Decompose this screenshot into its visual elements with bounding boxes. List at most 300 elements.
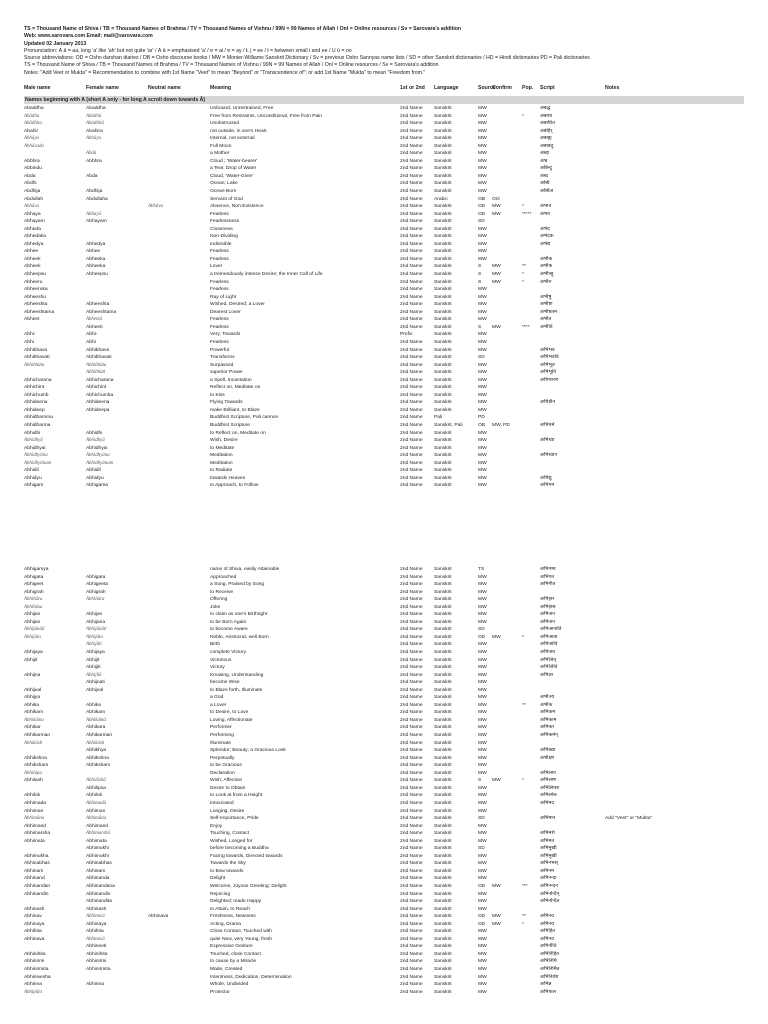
cell-language: Sanskrit (434, 944, 452, 950)
cell-source: MW (478, 128, 487, 134)
cell-language: Sanskrit (434, 211, 452, 217)
cell-male-name: Abhinihita (24, 951, 46, 957)
cell-male-name: Abhaya (24, 211, 41, 217)
cell-source: SD (478, 816, 485, 822)
cell-meaning: Fearless (210, 324, 229, 330)
cell-script: अभिलाप (540, 770, 556, 776)
cell-meaning: Approached (210, 574, 237, 580)
cell-female-name: Abhayā (86, 211, 101, 217)
cell-male-name: Abhijval (24, 687, 42, 693)
cell-language: Sanskrit (434, 831, 452, 837)
cell-male-name: Abheeruka (24, 287, 48, 293)
cell-meaning: Wish; Affection (210, 778, 243, 784)
table-row (24, 460, 744, 468)
cell-source: MW (478, 725, 487, 731)
cell-meaning: Birth (210, 642, 221, 648)
cell-meaning: to Look at from a Height (210, 793, 263, 799)
cell-script: अभिजन (540, 619, 555, 625)
cell-language: Sanskrit (434, 793, 452, 799)
cell-language: Sanskrit (434, 929, 452, 935)
cell-male-name: Abhidhyāna (24, 453, 48, 459)
cell-name-position: 2nd Name (400, 113, 423, 119)
cell-name-position: 2nd Name (400, 808, 423, 814)
cell-name-position: 2nd Name (400, 876, 423, 882)
cell-male-name: Abhika (24, 702, 39, 708)
cell-language: Sanskrit (434, 377, 452, 383)
cell-name-position: 2nd Name (400, 966, 423, 972)
table-row (24, 657, 744, 665)
cell-meaning: Offering (210, 597, 228, 603)
cell-female-name: Abhimand (86, 823, 109, 829)
cell-name-position: 2nd Name (400, 582, 423, 588)
cell-name-position: 2nd Name (400, 710, 423, 716)
table-row (24, 113, 744, 121)
cell-male-name: Abhigeet (24, 582, 44, 588)
cell-name-position: 2nd Name (400, 362, 423, 368)
cell-source: MW (478, 612, 487, 618)
cell-female-name: Abhimata (86, 838, 107, 844)
cell-meaning: Facing towards, Directed towards (210, 853, 283, 859)
cell-language: Sanskrit (434, 309, 452, 315)
cell-source: MW (478, 309, 487, 315)
cell-female-name: Abaddha (86, 106, 106, 111)
table-row (24, 785, 744, 793)
cell-meaning: Fearless (210, 249, 229, 255)
cell-male-name: Abhāvadu (24, 143, 44, 149)
cell-name-position: 2nd Name (400, 106, 423, 111)
cell-female-name: Abhijan (86, 612, 103, 618)
cell-female-name: Abhidhyā (86, 438, 105, 444)
cell-male-name: Abhinav (24, 914, 42, 920)
cell-female-name: Abhimukhi (86, 846, 109, 852)
cell-name-position: 2nd Name (400, 347, 423, 353)
cell-script: अभिकर्मन् (540, 733, 558, 739)
cell-name-position: 2nd Name (400, 800, 423, 806)
cell-meaning: Meditation (210, 453, 233, 459)
cell-source: MW (478, 974, 487, 980)
cell-meaning: Fearless (210, 317, 229, 323)
cell-name-position: 2nd Name (400, 264, 423, 270)
cell-source: MW (478, 347, 487, 353)
cell-name-position: 2nd Name (400, 438, 423, 444)
cell-name-position: 2nd Name (400, 740, 423, 746)
cell-male-name: Abhidhyānam (24, 460, 52, 466)
cell-meaning: Powerful (210, 347, 230, 353)
cell-name-position: 2nd Name (400, 868, 423, 874)
table-row (24, 777, 744, 785)
cell-male-name: Abhidhi (24, 430, 41, 436)
cell-male-name: Abhayam (24, 219, 45, 225)
cell-source: MW (478, 438, 487, 444)
cell-name-position: 2nd Name (400, 173, 423, 179)
cell-male-name: Abdullah (24, 196, 44, 202)
cell-male-name: Abhijāta (24, 634, 41, 640)
cell-male-name: Abhiman (24, 808, 44, 814)
cell-language: Sanskrit (434, 627, 452, 633)
cell-meaning: a Mother (210, 151, 230, 157)
cell-meaning: Fearlessness (210, 219, 240, 225)
cell-language: Sanskrit (434, 785, 452, 791)
cell-meaning: to be Gracious (210, 763, 242, 769)
cell-name-position: 2nd Name (400, 370, 423, 376)
cell-male-name: Abhinand (24, 876, 45, 882)
cell-name-position: 2nd Name (400, 287, 423, 293)
cell-source: MW (478, 317, 487, 323)
cell-popularity: ** (522, 264, 526, 270)
cell-script: अभिहित (540, 929, 556, 935)
cell-female-name: Abhedya (86, 241, 106, 247)
cell-script: अभेद (540, 226, 550, 232)
cell-language: Sanskrit, Pali (434, 422, 463, 428)
cell-female-name: Abhibhūti (86, 370, 106, 376)
cell-source: MW (478, 166, 487, 172)
cell-source: MW (478, 407, 487, 413)
cell-female-name: Abhijaya (86, 650, 105, 656)
cell-source: TS (478, 567, 485, 572)
cell-language: Sanskrit (434, 241, 452, 247)
table-row (24, 619, 744, 627)
table-row (24, 604, 744, 612)
cell-language: Sanskrit (434, 657, 452, 663)
cell-meaning: Ocean; Lake (210, 181, 238, 187)
cell-male-name: Abhinam (24, 868, 44, 874)
cell-script: अबाधित (540, 121, 555, 127)
cell-language: Sanskrit (434, 317, 452, 323)
cell-meaning: to claim as one's Birthright (210, 612, 268, 618)
cell-meaning: a Song, Praised by Song (210, 582, 265, 588)
cell-name-position: 2nd Name (400, 121, 423, 127)
cell-name-position: 2nd Name (400, 755, 423, 761)
cell-female-name: Abhinash (86, 906, 107, 912)
cell-name-position: 2nd Name (400, 324, 423, 330)
cell-meaning: Lover (210, 264, 223, 270)
cell-name-position: 2nd Name (400, 951, 423, 957)
table-row (24, 891, 744, 899)
cell-script: अभिनभस् (540, 861, 558, 867)
cell-script: अभिधर्म (540, 422, 555, 428)
cell-male-name: Ābādhita (24, 121, 42, 127)
cell-script: अभिज्ञा (540, 672, 553, 678)
cell-male-name: Abhinava (24, 936, 45, 942)
cell-female-name: Abhijval (86, 687, 104, 693)
cell-female-name: Abhikshna (86, 755, 109, 761)
cell-script: अभीष्टतम (540, 309, 558, 315)
cell-female-name: Abheeka (86, 256, 106, 262)
cell-script: अबद्ध (540, 106, 551, 111)
cell-source: S (478, 264, 482, 270)
cell-script: अभेद्य (540, 241, 551, 247)
cell-female-name: Abhidhyai (86, 445, 108, 451)
cell-source: MW (478, 982, 487, 988)
cell-language: Sanskrit (434, 823, 452, 829)
cell-language: Sanskrit (434, 725, 452, 731)
col-male-name: Male name (24, 85, 51, 91)
cell-male-name: Abhipāla (24, 989, 42, 995)
cell-meaning: complete Victory (210, 650, 247, 656)
cell-language: Sanskrit (434, 695, 452, 701)
cell-meaning: Protector (210, 989, 230, 995)
cell-source: MW (478, 710, 487, 716)
cell-male-name: Abhimāna (24, 816, 45, 822)
cell-source: MW (478, 733, 487, 739)
cell-name-position: 2nd Name (400, 204, 423, 210)
cell-source: MW (478, 951, 487, 957)
table-row (24, 324, 744, 332)
table-row (24, 377, 744, 385)
cell-name-position: 2nd Name (400, 302, 423, 308)
cell-male-name: Abhigam (24, 483, 44, 489)
cell-male-name: Abdhi (24, 181, 37, 187)
cell-meaning: a Tear, Drop of Water (210, 166, 257, 172)
cell-male-name: Abhijna (24, 672, 41, 678)
cell-meaning: Internal, not external (210, 136, 255, 142)
cell-language: Sanskrit (434, 748, 452, 754)
cell-confirm: Onl (492, 196, 500, 202)
cell-meaning: Rejoicing (210, 891, 231, 897)
cell-source: MW (478, 959, 487, 965)
cell-name-position: 2nd Name (400, 838, 423, 844)
cell-meaning: Buddhist Scripture, Pali cannon (210, 415, 279, 421)
cell-name-position: 2nd Name (400, 899, 423, 905)
table-row (24, 589, 744, 597)
table-row (24, 913, 744, 921)
cell-male-name: Abhidhyā (24, 438, 43, 444)
cell-male-name: Abhijya (24, 695, 41, 701)
cell-male-name: Abhikarman (24, 733, 51, 739)
cell-language: Sanskrit (434, 430, 452, 436)
cell-meaning: to Receive (210, 589, 234, 595)
cell-script: अभिगीत (540, 582, 556, 588)
table-row (24, 331, 744, 339)
cell-script: अभिगम (540, 483, 555, 489)
cell-male-name: Abaddha (24, 106, 44, 111)
cell-female-name: Abhinna (86, 982, 104, 988)
cell-language: Sanskrit (434, 868, 452, 874)
cell-source: MW (478, 226, 487, 232)
cell-source: MW (478, 460, 487, 466)
cell-script: अभिलोक (540, 793, 557, 799)
cell-name-position: 2nd Name (400, 226, 423, 232)
cell-name-position: 2nd Name (400, 672, 423, 678)
cell-language: Sanskrit (434, 181, 452, 187)
cell-female-name: Abhihāra (86, 597, 105, 603)
table-row (24, 770, 744, 778)
table-row (24, 467, 744, 475)
cell-meaning: to Reflect on, Meditate on (210, 430, 266, 436)
cell-script: अभिहास (540, 604, 556, 610)
cell-script: अभिकम (540, 710, 556, 716)
cell-meaning: Ray of Light (210, 294, 237, 300)
cell-meaning: Enjoy (210, 823, 223, 829)
cell-meaning: Meditation (210, 460, 233, 466)
cell-source: MW (478, 143, 487, 149)
cell-language: Sanskrit (434, 650, 452, 656)
cell-language: Sanskrit (434, 226, 452, 232)
cell-script: अभिमुखी (540, 846, 557, 852)
table-row (24, 150, 744, 158)
cell-popularity: * (522, 272, 524, 278)
cell-source: OB (478, 422, 486, 428)
cell-language: Sanskrit (434, 256, 452, 262)
cell-name-position: 2nd Name (400, 936, 423, 942)
cell-female-name: Abhidhi (86, 430, 103, 436)
cell-meaning: Loving, Affectionate (210, 717, 253, 723)
cell-female-name: Abhinandin (86, 891, 111, 897)
cell-confirm: MW (492, 211, 501, 217)
cell-name-position: 2nd Name (400, 785, 423, 791)
cell-source: MW (478, 400, 487, 406)
cell-source: MW (478, 642, 487, 648)
cell-male-name: Abhee (24, 249, 39, 255)
cell-male-name: Abhijānāti (24, 627, 45, 633)
cell-notes: Add "Veet" or "Mukta" (605, 816, 653, 822)
cell-source: MW (478, 748, 487, 754)
cell-language: Sanskrit (434, 763, 452, 769)
cell-female-name: Abhilok (86, 793, 103, 799)
col-first-or-second: 1st or 2nd (400, 85, 425, 91)
cell-name-position: 2nd Name (400, 778, 423, 784)
cell-script: अभिगत (540, 574, 554, 580)
table-row (24, 362, 744, 370)
cell-meaning: Wish, Desire (210, 438, 238, 444)
table-row (24, 958, 744, 966)
table-row (24, 248, 744, 256)
cell-meaning: a Spell, Incantation (210, 377, 252, 383)
cell-source: MW (478, 823, 487, 829)
cell-language: Sanskrit (434, 597, 452, 603)
cell-script: अभिनीति (540, 944, 557, 950)
cell-male-name: Abhijaya (24, 650, 43, 656)
cell-name-position: 2nd Name (400, 317, 423, 323)
cell-male-name: Abhikshna (24, 755, 47, 761)
cell-female-name: Abhijānāti (86, 627, 107, 633)
cell-male-name: Abhihāra (24, 597, 43, 603)
cell-neutral-name: Abhāva (148, 204, 163, 210)
cell-name-position: 2nd Name (400, 468, 423, 474)
cell-meaning: a tremendously intense Desire; the Inner Call of Life (210, 272, 323, 278)
cell-female-name: Abhikhya (86, 748, 107, 754)
table-row (24, 596, 744, 604)
cell-meaning: Noble, Aristocrat, well Born (210, 634, 269, 640)
cell-language: Sanskrit (434, 808, 452, 814)
cell-name-position: 2nd Name (400, 650, 423, 656)
cell-script: अभीषु (540, 294, 552, 300)
cell-language: Sanskrit (434, 460, 452, 466)
table-row (24, 611, 744, 619)
cell-male-name: Abhinirmita (24, 966, 49, 972)
cell-script: अभिभवति (540, 355, 559, 361)
cell-language: Sanskrit (434, 604, 452, 610)
cell-name-position: 2nd Name (400, 853, 423, 859)
cell-female-name: Abheeka (86, 264, 106, 270)
cell-language: Sanskrit (434, 234, 452, 240)
cell-source: MW (478, 241, 487, 247)
cell-male-name: Abhijit (24, 657, 38, 663)
cell-script: अभिचारण (540, 377, 559, 383)
cell-meaning: Servant of God (210, 196, 243, 202)
table-row (24, 732, 744, 740)
cell-language: Sanskrit (434, 332, 452, 338)
table-row (24, 641, 744, 649)
cell-meaning: Delighted; made Happy (210, 899, 262, 905)
cell-name-position: 2nd Name (400, 846, 423, 852)
cell-name-position: 2nd Name (400, 748, 423, 754)
cell-name-position: 2nd Name (400, 944, 423, 950)
cell-female-name: Abhigeeta (86, 582, 109, 588)
cell-source: SD (478, 219, 485, 225)
cell-male-name: Abhinandin (24, 891, 49, 897)
cell-meaning: Acting, Drama (210, 921, 241, 927)
cell-source: MW (478, 181, 487, 187)
cell-name-position: Prefix (400, 332, 413, 338)
cell-language: Sanskrit (434, 876, 452, 882)
cell-source: OD (478, 211, 486, 217)
cell-language: Sanskrit (434, 687, 452, 693)
cell-female-name: Abhiksham (86, 763, 111, 769)
cell-language: Sanskrit (434, 279, 452, 285)
cell-source: MW (478, 136, 487, 142)
cell-male-name: Abhilāpa (24, 770, 42, 776)
cell-confirm: MW (492, 272, 501, 278)
cell-source: MW (478, 385, 487, 391)
cell-source: MW (478, 702, 487, 708)
cell-source: MW (478, 687, 487, 693)
cell-source: MW (478, 989, 487, 995)
cell-meaning: Welcome, Joyous Greeting; Delight (210, 883, 287, 889)
cell-meaning: name of Shiva, easily Attainable (210, 567, 280, 572)
col-source: Source (478, 85, 496, 91)
cell-meaning: Made, Created (210, 966, 243, 972)
cell-language: Sanskrit (434, 959, 452, 965)
cell-source: MW (478, 121, 487, 127)
cell-source: MW (478, 234, 487, 240)
cell-male-name: Abhi- (24, 332, 36, 338)
cell-name-position: 2nd Name (400, 143, 423, 149)
cell-name-position: 2nd Name (400, 377, 423, 383)
table-row (24, 286, 744, 294)
cell-name-position: 2nd Name (400, 604, 423, 610)
cell-male-name: Abhimukha (24, 853, 49, 859)
col-popularity: Pop. (522, 85, 534, 91)
cell-name-position: 2nd Name (400, 196, 423, 202)
cell-name-position: 2nd Name (400, 695, 423, 701)
cell-source: MW (478, 853, 487, 859)
table-row (24, 951, 744, 959)
cell-male-name: Abhigamya (24, 567, 49, 572)
table-row (24, 384, 744, 392)
cell-script: अभिजाति (540, 642, 558, 648)
cell-female-name: Abheetā (86, 317, 103, 323)
cell-meaning: Longing, Desire (210, 808, 245, 814)
table-row (24, 165, 744, 173)
cell-source: MW (478, 113, 487, 119)
cell-name-position: 2nd Name (400, 567, 423, 572)
cell-name-position: 2nd Name (400, 234, 423, 240)
cell-female-name: Abdullaha (86, 196, 108, 202)
cell-meaning: Expressive Gesture (210, 944, 253, 950)
cell-source: MW (478, 370, 487, 376)
cell-female-name: Abhikarman (86, 733, 113, 739)
cell-source: MW (478, 672, 487, 678)
col-meaning: Meaning (210, 85, 232, 91)
cell-female-name: Abhikāmā (86, 717, 106, 723)
cell-language: Sanskrit (434, 574, 452, 580)
cell-language: Sanskrit (434, 883, 452, 889)
cell-script: अभिनन्दित (540, 899, 560, 905)
cell-male-name: Abhichint (24, 385, 45, 391)
cell-script: अभिनन्दिन् (540, 891, 560, 897)
cell-script: अबाह्य (540, 136, 552, 142)
